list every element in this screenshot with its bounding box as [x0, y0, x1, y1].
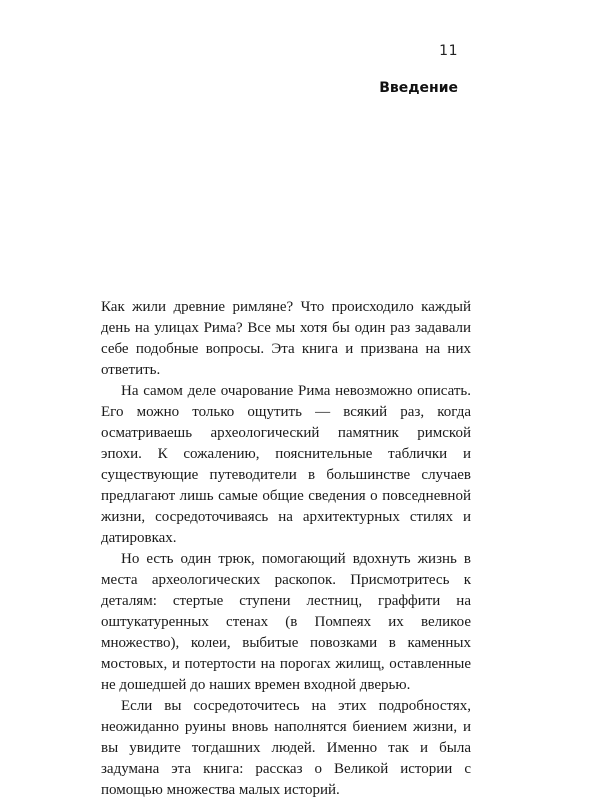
paragraph: Если вы сосредоточитесь на этих подробностях, неожиданно руины вновь наполнятся биением жизни, и вы увидите тогдашних людей. Именно так и была задумана эта книга: рассказ о Великой истории с помощью множества малых историй.	[101, 698, 471, 798]
paragraph: На самом деле очарование Рима невозможно описать. Его можно только ощутить — всякий раз, когда осматриваешь археологический памятник римской эпохи. К сожалению, пояснительные таблички и существующие путеводители в большинстве случаев предлагают лишь самые общие сведения о повседневной жизни, сосредоточиваясь на архитектурных стилях и датировках.	[101, 383, 471, 546]
paragraph: Как жили древние римляне? Что происходило каждый день на улицах Рима? Все мы хотя бы один раз задавали себе подобные вопросы. Эта книга и призвана на них ответить.	[101, 299, 471, 378]
body-text	[101, 297, 471, 801]
paragraph: Но есть один трюк, помогающий вдохнуть жизнь в места археологических раскопок. Присмотритесь к деталям: стертые ступени лестниц, граффити на оштукатуренных стенах (в Помпеях их великое множество), колеи, выбитые повозками в каменных мостовых, и потертости на порогах жилищ, оставленные не дошедшей до наших времен входной дверью.	[101, 551, 471, 693]
chapter-title: Введение	[379, 80, 458, 96]
page-number: 11	[439, 43, 458, 59]
